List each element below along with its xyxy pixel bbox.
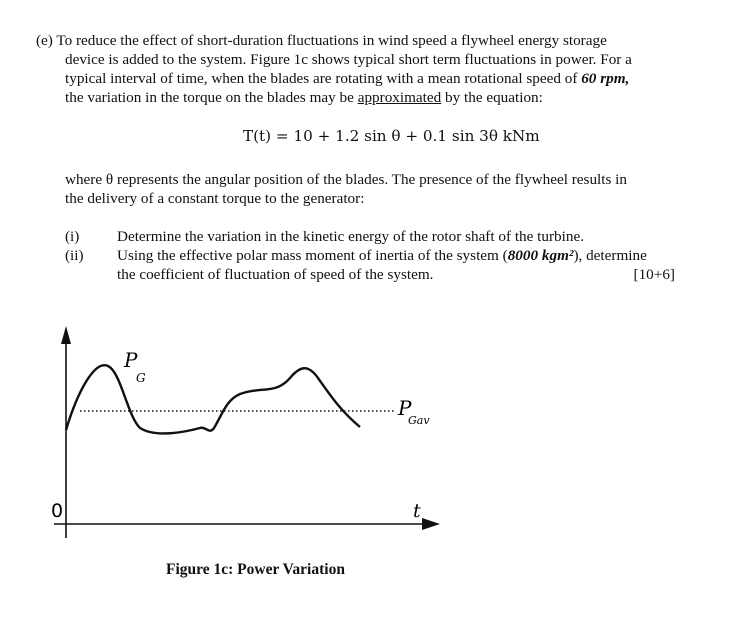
subparts-list <box>65 227 705 284</box>
average-label: P <box>398 396 412 420</box>
subpart-number: (ii) <box>65 247 84 264</box>
intro-line-4: the variation in the torque on the blades may be approximated by the equation: <box>65 89 543 106</box>
figure-caption: Figure 1c: Power Variation <box>166 561 345 578</box>
subpart-text: Determine the variation in the kinetic energy of the rotor shaft of the turbine. <box>117 228 585 245</box>
question-intro <box>36 31 632 107</box>
part-label: (e) <box>36 32 53 49</box>
approximated-word: approximated <box>357 89 442 106</box>
intro-line-1: (e) To reduce the effect of short-duration fluctuations in wind speed a flywheel energy storage <box>36 32 607 49</box>
intro-line-2: device is added to the system. Figure 1c shows typical short term fluctuations in power. For a <box>65 51 632 68</box>
inertia-value: 8000 kgm² <box>507 247 574 264</box>
marks-label: [10+6] <box>633 266 675 283</box>
curve-label: P <box>124 348 138 372</box>
time-label: t <box>413 500 421 522</box>
where-paragraph <box>65 170 627 208</box>
average-label-sub: Gav <box>408 414 430 427</box>
torque-equation: T(t) = 10 + 1.2 sin θ + 0.1 sin 3θ kNm <box>243 127 540 145</box>
origin-label: 0 <box>51 500 64 522</box>
intro-line-3: typical interval of time, when the blades are rotating with a mean rotational speed of 60 rpm, <box>65 70 630 87</box>
subpart-text: the coefficient of fluctuation of speed of the system. <box>117 266 434 283</box>
power-curve <box>66 365 360 433</box>
subpart-text: Using the effective polar mass moment of inertia of the system (8000 kgm²), determine <box>117 247 647 264</box>
where-line-1: where θ represents the angular position of the blades. The presence of the flywheel results in <box>65 171 627 188</box>
subpart-number: (i) <box>65 228 80 245</box>
subpart-i <box>65 227 705 246</box>
subpart-ii-continued <box>65 265 705 284</box>
speed-value: 60 rpm, <box>581 70 630 87</box>
curve-label-sub: G <box>136 371 146 385</box>
where-line-2: the delivery of a constant torque to the generator: <box>65 190 365 207</box>
subpart-ii <box>65 246 705 265</box>
power-variation-figure <box>0 320 743 590</box>
x-axis-arrow <box>422 518 440 530</box>
y-axis-arrow <box>61 326 71 344</box>
